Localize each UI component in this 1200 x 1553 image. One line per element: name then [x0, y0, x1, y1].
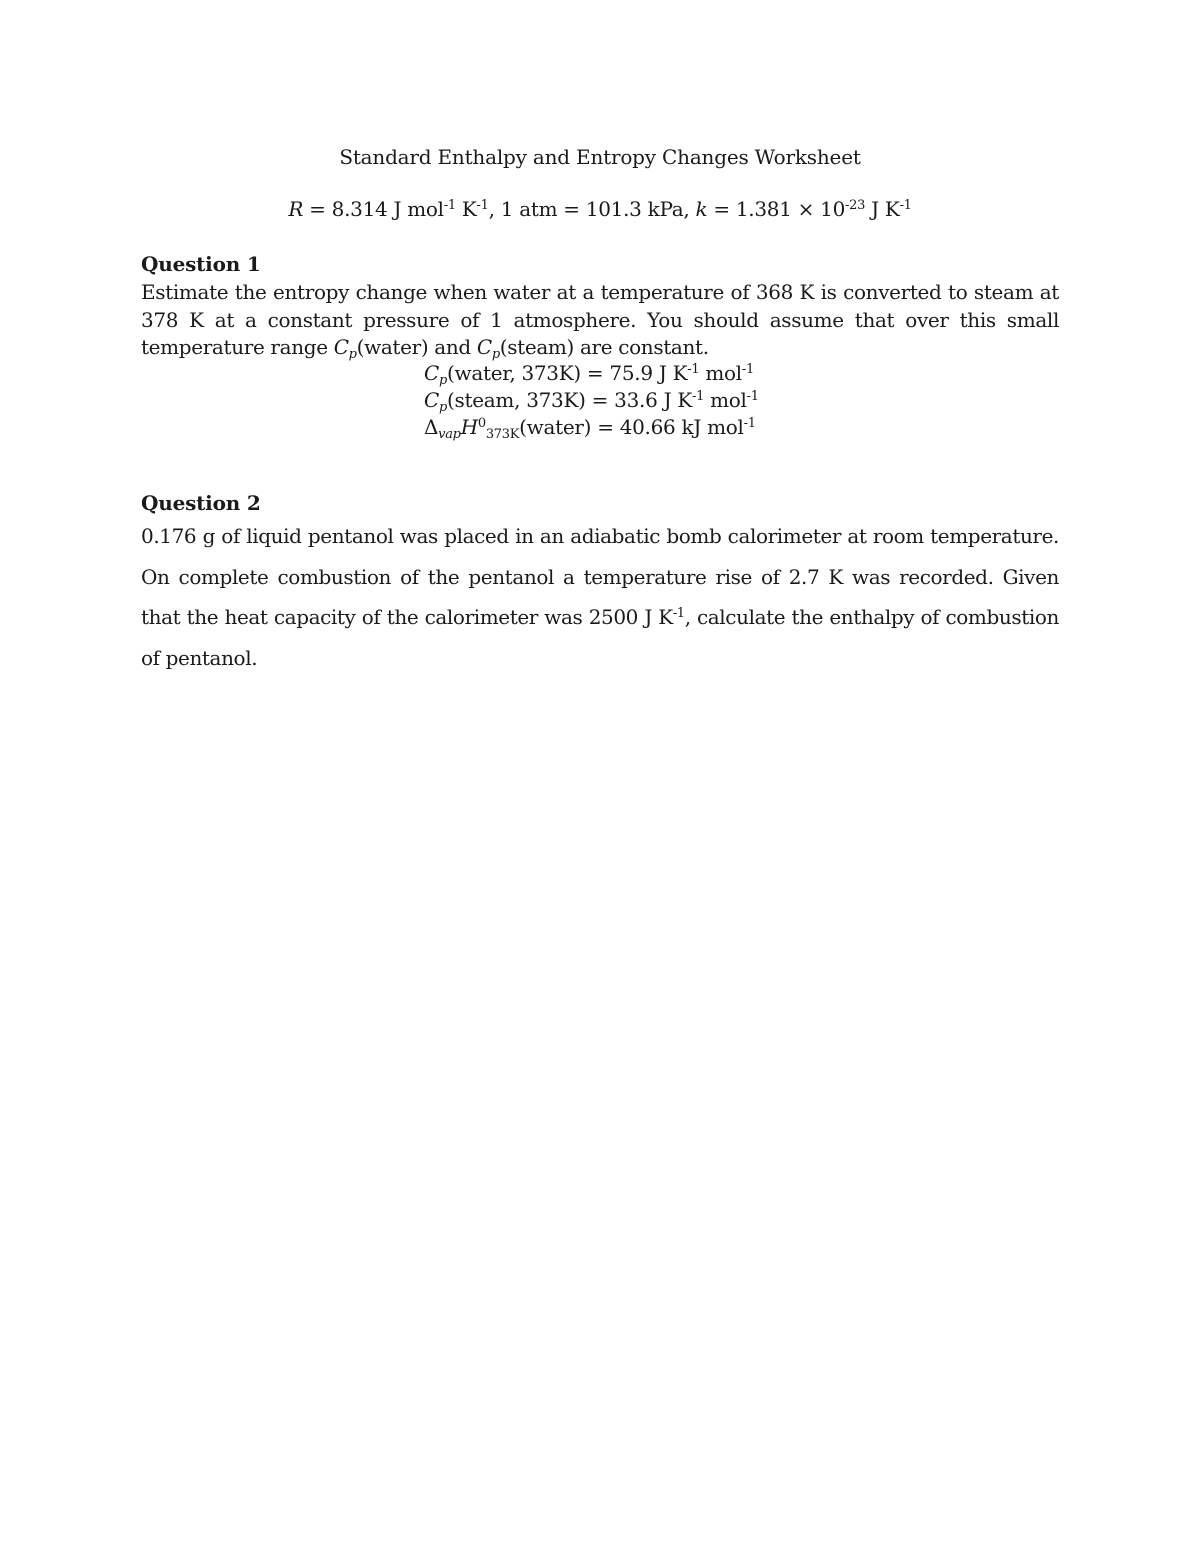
cp-symbol: C — [476, 335, 492, 359]
mol-unit: mol — [699, 361, 742, 385]
q2-text-a: 0.176 g of liquid pentanol was placed in an adiabatic bomb calorimeter at room temperature. On complete combustion of the pentanol a temperature rise of 2.7 K was recorded. Given that the heat capacity of the calorimeter was 2500 J K — [141, 524, 1059, 629]
cp-subscript: p — [439, 400, 448, 415]
cp-symbol: C — [333, 335, 349, 359]
standard-superscript: 0 — [477, 416, 486, 431]
page-title: Standard Enthalpy and Entropy Changes Worksheet — [339, 145, 861, 169]
cp-subscript: p — [491, 347, 500, 362]
q1-text-a: Estimate the entropy change when water at a temperature of 368 K is converted to steam at 378 K at a constant pressure of 1 atmosphere. You should assume that over this small temperature range — [141, 280, 1059, 359]
cp-steam-line — [424, 387, 759, 414]
delta-symbol: Δ — [424, 415, 439, 439]
constants-line — [0, 197, 1200, 221]
cp-steam-value: (steam, 373K) = 33.6 J K — [447, 388, 692, 412]
question-2-heading: Question 2 — [141, 491, 261, 515]
k-unit: J K — [865, 197, 900, 221]
temperature-subscript: 373K — [485, 427, 520, 442]
question-1-heading: Question 1 — [141, 252, 261, 276]
question-1-data — [424, 360, 759, 441]
cp-water-value: (water, 373K) = 75.9 J K — [447, 361, 688, 385]
q1-text-c: (steam) are constant. — [499, 335, 709, 359]
delta-vap-h-value: (water) = 40.66 kJ mol — [519, 415, 744, 439]
h-symbol: H — [460, 415, 478, 439]
cp-subscript: p — [439, 373, 448, 388]
question-2-text — [141, 516, 1059, 678]
exponent: -1 — [741, 362, 754, 377]
cp-symbol: C — [424, 361, 440, 385]
q2-text-b: , calculate the enthalpy of combustion of pentanol. — [141, 605, 1060, 670]
atm-conversion: , 1 atm = 101.3 kPa, — [488, 197, 696, 221]
cp-water-line — [424, 360, 759, 387]
r-exponent-2: -1 — [476, 198, 489, 213]
k-unit-exponent: -1 — [899, 198, 912, 213]
r-exponent-1: -1 — [443, 198, 456, 213]
cp-symbol: C — [424, 388, 440, 412]
k-symbol: k — [695, 197, 708, 221]
mol-unit: mol — [704, 388, 747, 412]
cp-subscript: p — [348, 347, 357, 362]
vap-subscript: vap — [438, 427, 461, 442]
exponent: -1 — [687, 362, 700, 377]
r-unit-k: K — [455, 197, 477, 221]
r-symbol: R — [288, 197, 304, 221]
exponent: -1 — [692, 389, 705, 404]
q1-text-b: (water) and — [356, 335, 477, 359]
q2-exponent: -1 — [672, 606, 685, 621]
r-value: = 8.314 J mol — [303, 197, 444, 221]
k-value: = 1.381 × 10 — [707, 197, 846, 221]
exponent: -1 — [743, 416, 756, 431]
exponent: -1 — [746, 389, 759, 404]
question-1-text — [141, 279, 1059, 362]
delta-vap-h-line — [424, 414, 759, 441]
k-exponent: -23 — [845, 198, 866, 213]
